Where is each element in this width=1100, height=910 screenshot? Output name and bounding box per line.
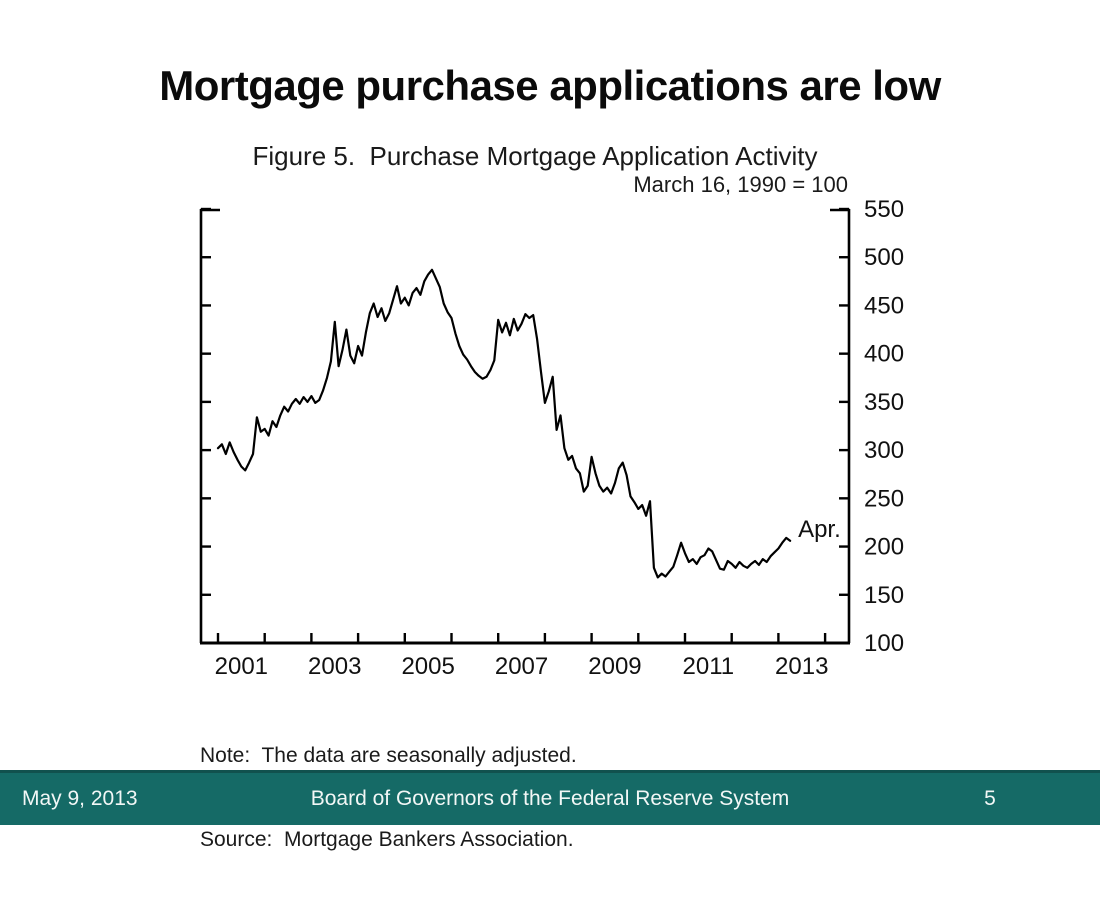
figure-title: Figure 5. Purchase Mortgage Application Activity [252, 141, 818, 171]
x-tick-label: 2007 [494, 653, 549, 680]
slide-title: Mortgage purchase applications are low [159, 62, 941, 109]
y-tick-label: 550 [864, 196, 905, 223]
x-tick-label: 2003 [308, 653, 362, 680]
source-text: Source: Mortgage Bankers Association. [200, 828, 574, 851]
y-tick-label: 350 [864, 388, 905, 416]
figure-index-base: March 16, 1990 = 100 [633, 172, 848, 197]
footer-page-number: 5 [984, 787, 996, 810]
x-tick-label: 2005 [401, 653, 455, 680]
note-text: Note: The data are seasonally adjusted. [200, 744, 577, 767]
y-tick-label: 500 [864, 244, 905, 272]
y-tick-label: 400 [864, 340, 905, 368]
x-tick-label: 2009 [588, 653, 642, 680]
footer-date: May 9, 2013 [22, 787, 138, 810]
footer-organization: Board of Governors of the Federal Reserve System [310, 787, 790, 810]
apr-annotation: Apr. [798, 515, 841, 543]
y-tick-label: 250 [864, 485, 905, 513]
x-tick-label: 2013 [775, 653, 829, 680]
y-tick-label: 150 [864, 581, 905, 609]
footer-bar [0, 770, 1100, 825]
y-tick-label: 100 [864, 630, 905, 657]
y-tick-label: 200 [864, 533, 905, 561]
x-tick-label: 2011 [682, 653, 735, 680]
purchase-index-line [218, 270, 790, 578]
y-tick-label: 300 [864, 437, 905, 465]
y-tick-label: 450 [864, 292, 905, 320]
x-tick-label: 2001 [214, 653, 269, 680]
